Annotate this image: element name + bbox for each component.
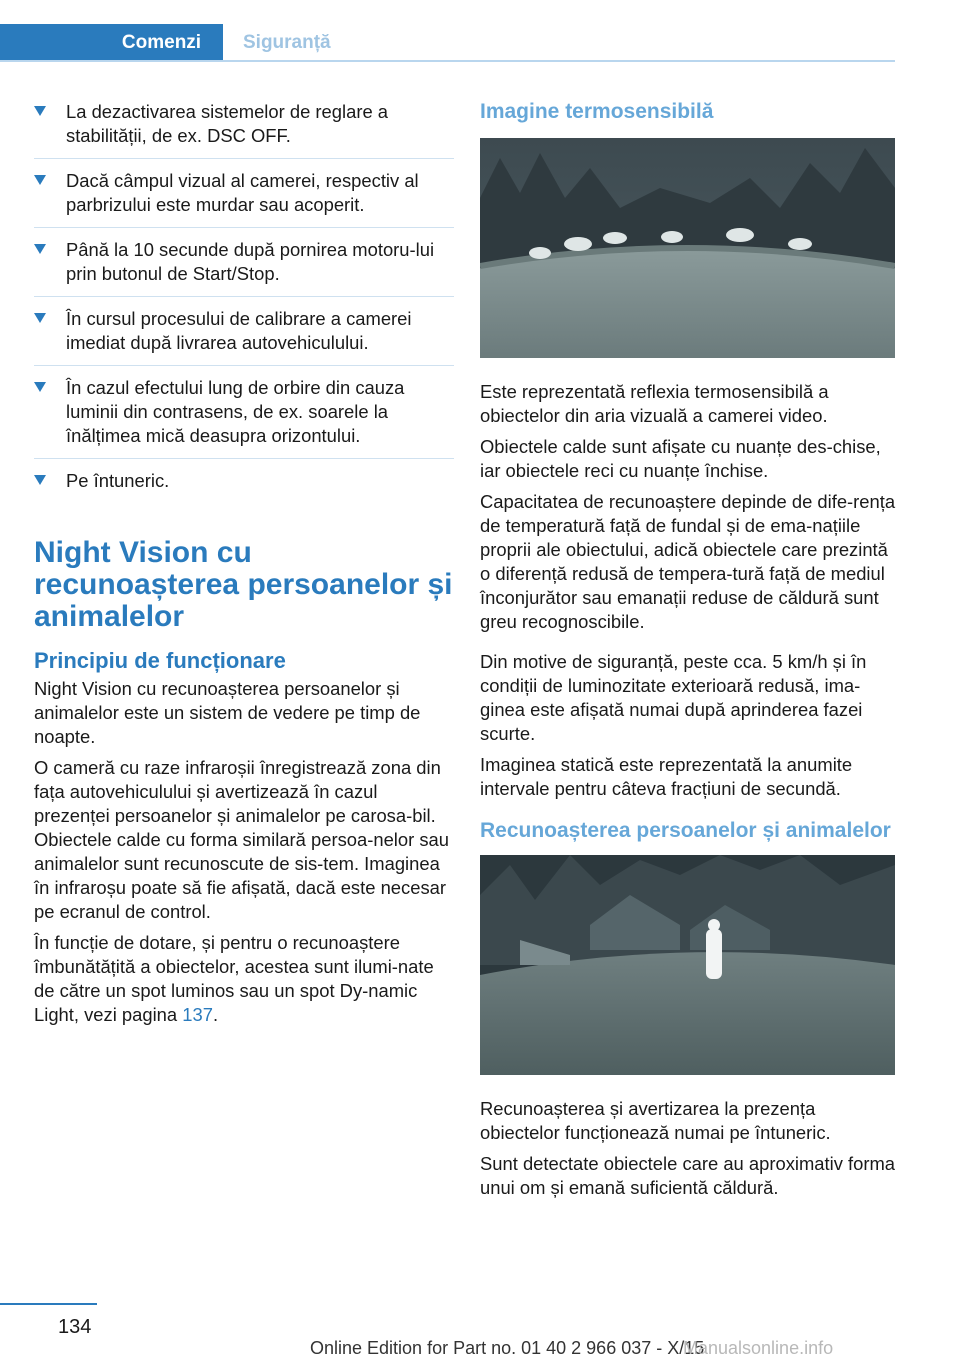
page-link[interactable]: 137 bbox=[182, 1004, 213, 1025]
left-column bbox=[34, 100, 454, 1034]
paragraph: Din motive de siguranță, peste cca. 5 km/h și în condiții de luminozitate exterioară redusă, ima‐ginea este afișată numai după aprinderea fazei scurte. bbox=[480, 651, 867, 744]
paragraph: Capacitatea de recunoaștere depinde de dife‐rența de temperatură față de fundal și de ema‐națiile proprii ale obiectului, adică obiectele care prezintă o diferență redusă de tempera‐tură față de mediul înconjurător sau emanații reduse de căldură sunt greu recognoscibile. bbox=[480, 491, 896, 632]
tab-siguranta[interactable]: Siguranță bbox=[243, 32, 331, 53]
paragraph: Sunt detectate obiectele care au aproximativ forma unui om și emană suficientă căldură. bbox=[480, 1153, 896, 1198]
paragraph: Recunoașterea și avertizarea la prezența obiectelor funcționează numai pe întuneric. bbox=[480, 1098, 831, 1143]
triangle-bullet-icon bbox=[34, 175, 46, 185]
paragraph: Este reprezentată reflexia termosensibilă a obiectelor din aria vizuală a camerei video. bbox=[480, 381, 829, 426]
list-item: Dacă câmpul vizual al camerei, respectiv al parbrizului este murdar sau acoperit. bbox=[34, 169, 454, 228]
triangle-bullet-icon bbox=[34, 244, 46, 254]
header-divider bbox=[0, 60, 895, 62]
subsection-title: Principiu de funcționare bbox=[34, 648, 286, 673]
page-number: 134 bbox=[58, 1316, 92, 1338]
watermark: Manualsonline.info bbox=[683, 1338, 834, 1358]
triangle-bullet-icon bbox=[34, 313, 46, 323]
paragraph: Imaginea statică este reprezentată la anumite intervale pentru câteva fracțiuni de secundă. bbox=[480, 754, 853, 799]
list-item: Până la 10 secunde după pornirea motoru‐lui prin butonul de Start/Stop. bbox=[34, 238, 454, 297]
triangle-bullet-icon bbox=[34, 382, 46, 392]
bullet-list bbox=[34, 100, 454, 503]
footer-divider bbox=[0, 1303, 97, 1305]
heading-thermal-image: Imagine termosensibilă bbox=[480, 100, 714, 123]
tab-comenzi[interactable]: Comenzi bbox=[0, 24, 223, 62]
thermal-animals-image bbox=[480, 138, 895, 358]
edition-text: Online Edition for Part no. 01 40 2 966 037 - X/15 bbox=[310, 1338, 705, 1358]
paragraph: În funcție de dotare, și pentru o recunoaștere îmbunătățită a obiectelor, acestea sunt ilumi‐nate de către un spot luminos sau un spot Dy‐namic Light, vezi pagina 137. bbox=[34, 932, 434, 1025]
section-title: Night Vision cu recunoașterea persoanelor și animalelor bbox=[34, 536, 453, 633]
heading-recognition: Recunoașterea persoanelor și animalelor bbox=[480, 819, 891, 842]
paragraph: Night Vision cu recunoașterea persoanelor și animalelor este un sistem de vedere pe timp de noapte. bbox=[34, 678, 421, 747]
list-item: La dezactivarea sistemelor de reglare a stabilității, de ex. DSC OFF. bbox=[34, 100, 454, 159]
paragraph: O cameră cu raze infraroșii înregistrează zona din fața autovehiculului și avertizează în cazul prezenței persoanelor și animalelor pe carosa‐bil. Obiectele calde cu forma similară persoa‐nelor sau animalelor sunt recunoscute de sis‐tem. Imaginea în infraroșu poate să fie afișată, dacă este necesar pe ecranul de control. bbox=[34, 757, 450, 922]
list-item: În cursul procesului de calibrare a camerei imediat după livrarea autovehiculului. bbox=[34, 307, 454, 366]
paragraph: Obiectele calde sunt afișate cu nuanțe des‐chise, iar obiectele reci cu nuanțe închise. bbox=[480, 436, 881, 481]
header-tabs bbox=[0, 24, 895, 62]
right-column bbox=[480, 100, 896, 1207]
triangle-bullet-icon bbox=[34, 106, 46, 116]
triangle-bullet-icon bbox=[34, 475, 46, 485]
thermal-person-image bbox=[480, 855, 895, 1075]
list-item: Pe întuneric. bbox=[34, 469, 454, 503]
list-item: În cazul efectului lung de orbire din cauza luminii din contrasens, de ex. soarele la înălțimea mică deasupra orizontului. bbox=[34, 376, 454, 459]
